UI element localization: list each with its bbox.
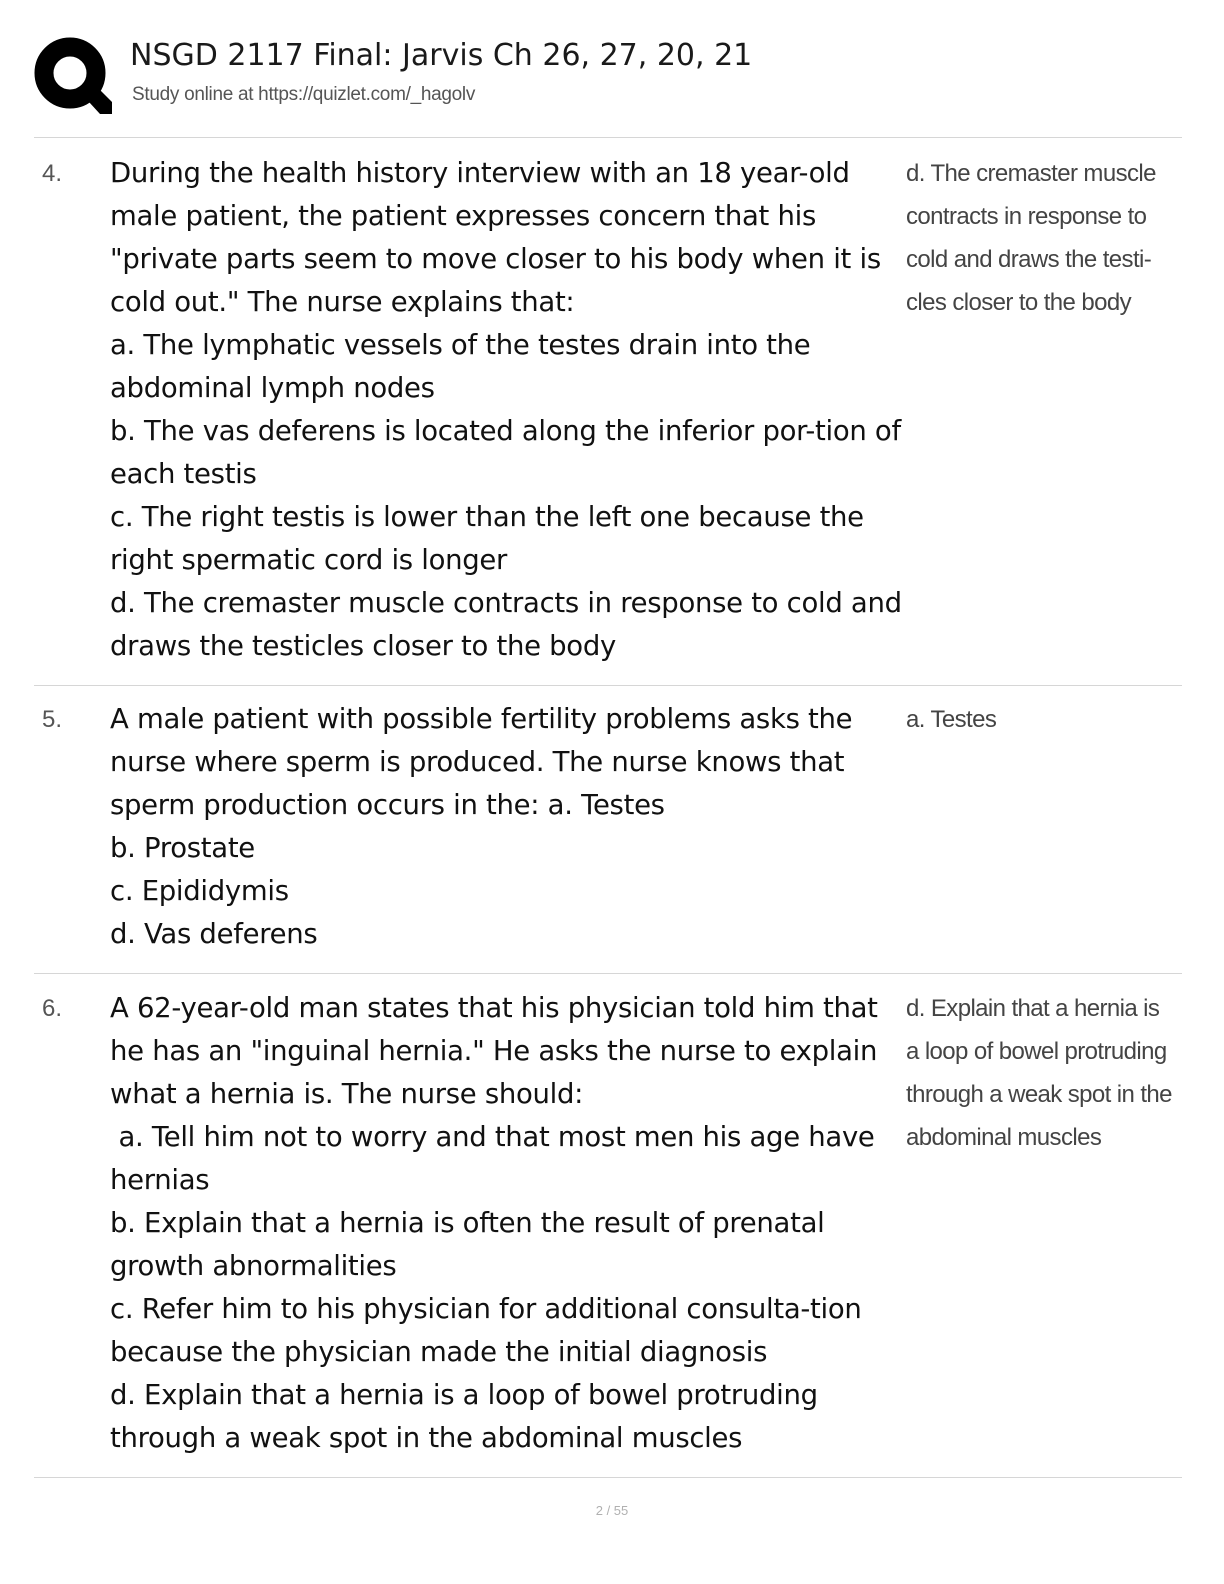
document-header [34,30,1184,116]
document-title: NSGD 2117 Final: Jarvis Ch 26, 27, 20, 21 [130,38,753,73]
card-answer: d. The cremaster muscle contracts in response to cold and draws the testi-cles closer to the body [906,160,1156,316]
card-number: 4. [42,160,63,187]
flashcard [34,698,1182,960]
card-number: 5. [42,706,63,733]
card-divider [34,685,1182,686]
card-question: A 62-year-old man states that his physician told him that he has an "inguinal hernia." He asks the nurse to explain what a hernia is. The nurse should: a. Tell him not to worry and that most men his age have hernias b. Explain that a hernia is often the result of prenatal growth abnormalities c. Refer him to his physician for additional consulta-tion because the physician made the initial diagnosis d. Explain that a hernia is a loop of bowel protruding through a weak spot in the abdominal muscles [110,992,878,1454]
flashcard [34,152,1182,672]
card-answer: a. Testes [906,706,997,733]
flashcard [34,987,1182,1465]
quizlet-q-logo-icon [34,36,112,114]
header-divider [34,137,1182,138]
card-question: During the health history interview with an 18 year-old male patient, the patient expresses concern that his "private parts seem to move closer to his body when it is cold out." The nurse explains that: a. The lymphatic vessels of the testes drain into the abdominal lymph nodes b. The vas deferens is located along the inferior por-tion of each testis c. The right testis is lower than the left one because the right spermatic cord is longer d. The cremaster muscle contracts in response to cold and draws the testicles closer to the body [110,157,902,662]
card-question: A male patient with possible fertility problems asks the nurse where sperm is produced. The nurse knows that sperm production occurs in the: a. Testes b. Prostate c. Epididymis d. Vas deferens [110,703,853,950]
card-answer: d. Explain that a hernia is a loop of bowel protruding through a weak spot in the abdominal muscles [906,995,1172,1151]
card-divider [34,973,1182,974]
document-subtitle: Study online at https://quizlet.com/_hagolv [132,84,476,105]
card-divider [34,1477,1182,1478]
page-number: 2 / 55 [595,1503,629,1518]
card-number: 6. [42,995,63,1022]
